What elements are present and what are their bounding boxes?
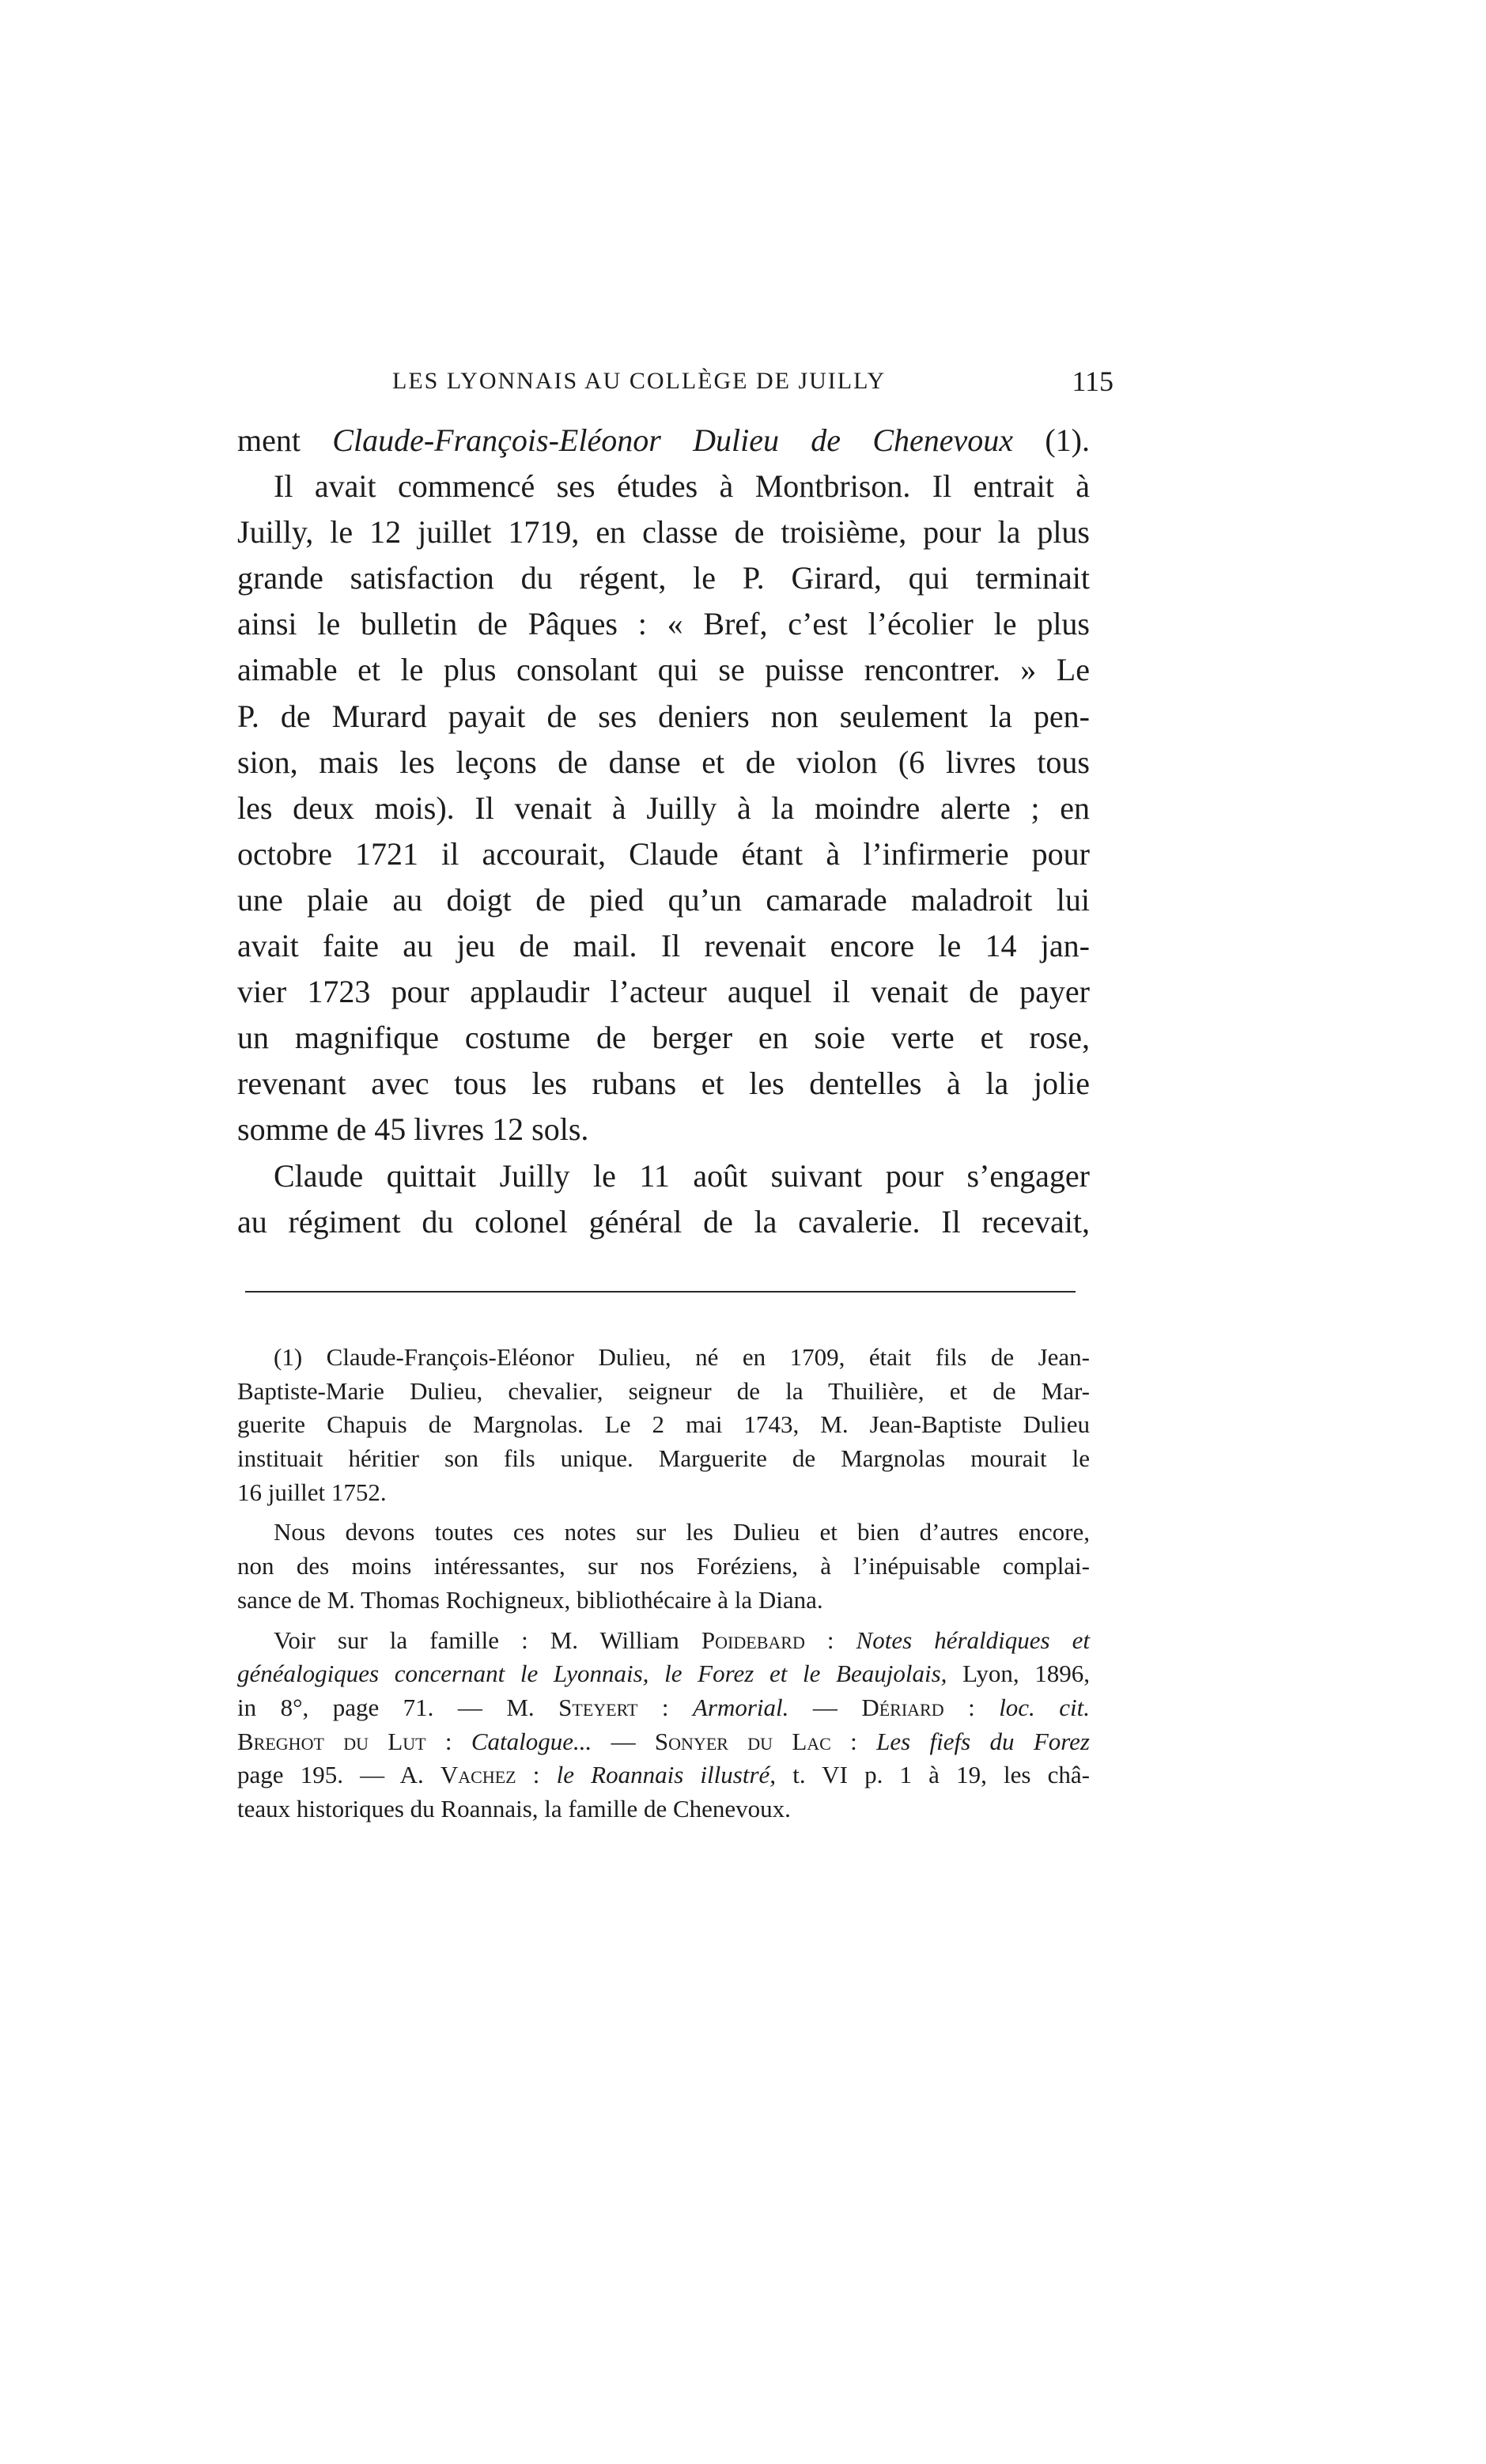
author-name: Dériard bbox=[861, 1693, 944, 1721]
footnote-line: (1) Claude-François-Eléonor Dulieu, né en 1709, était fils de Jean- bbox=[274, 1343, 1090, 1371]
text-line: Claude quittait Juilly le 11 août suivant pour s’engager bbox=[274, 1157, 1090, 1194]
text-line: revenant avec tous les rubans et les dentelles à la jolie bbox=[237, 1065, 1090, 1102]
text-line: un magnifique costume de berger en soie verte et rose, bbox=[237, 1020, 1090, 1056]
main-text bbox=[237, 418, 1090, 1245]
author-name: Poidebard bbox=[701, 1626, 805, 1654]
book-title: Les fiefs du Forez bbox=[876, 1727, 1090, 1755]
book-title: Catalogue... bbox=[471, 1727, 592, 1755]
author-name: Steyert bbox=[558, 1693, 638, 1721]
running-title: LES LYONNAIS AU COLLÈGE DE JUILLY bbox=[392, 368, 887, 394]
text-line: avait faite au jeu de mail. Il revenait encore le 14 jan- bbox=[237, 928, 1090, 964]
footnote-line: Baptiste-Marie Dulieu, chevalier, seigneur de la Thuilière, et de Mar- bbox=[237, 1376, 1090, 1405]
footnotes bbox=[237, 1341, 1090, 1826]
text-line: ainsi le bulletin de Pâques : « Bref, c’est l’écolier le plus bbox=[237, 606, 1090, 642]
footnote-line: teaux historiques du Roannais, la famille de Chenevoux. bbox=[237, 1794, 791, 1822]
footnote-line: in 8°, page 71. — M. Steyert : Armorial. — Dériard : loc. cit. bbox=[237, 1693, 1091, 1721]
footnote-line: généalogiques concernant le Lyonnais, le Forez et le Beaujolais, Lyon, 1896, bbox=[237, 1660, 1090, 1688]
text-line: P. de Murard payait de ses deniers non seulement la pen- bbox=[237, 698, 1090, 734]
footnote-line: non des moins intéressantes, sur nos Foréziens, à l’inépuisable complai- bbox=[237, 1552, 1090, 1580]
text-line: aimable et le plus consolant qui se puisse rencontrer. » Le bbox=[237, 652, 1090, 688]
text-line: Il avait commencé ses études à Montbrison. Il entrait à bbox=[274, 468, 1090, 505]
text-line: une plaie au doigt de pied qu’un camarade maladroit lui bbox=[237, 881, 1090, 918]
footnote-line: guerite Chapuis de Margnolas. Le 2 mai 1743, M. Jean-Baptiste Dulieu bbox=[237, 1410, 1090, 1439]
footnote-line: Nous devons toutes ces notes sur les Dulieu et bien d’autres encore, bbox=[274, 1518, 1090, 1546]
person-name: Claude-François-Eléonor Dulieu de Chenevoux bbox=[332, 422, 1014, 458]
text-line: somme de 45 livres 12 sols. bbox=[237, 1111, 589, 1148]
text-line: ment Claude-François-Eléonor Dulieu de Chenevoux (1). bbox=[237, 422, 1090, 458]
footnote-line: Voir sur la famille : M. William Poidebard : Notes héraldiques et bbox=[274, 1626, 1090, 1654]
text-line: grande satisfaction du régent, le P. Girard, qui terminait bbox=[237, 560, 1090, 596]
footnote-line: page 195. — A. Vachez : le Roannais illustré, t. VI p. 1 à 19, les châ- bbox=[237, 1761, 1090, 1789]
author-name: Vachez bbox=[440, 1761, 516, 1789]
footnote-line: 16 juillet 1752. bbox=[237, 1478, 387, 1506]
footnote-divider bbox=[245, 1291, 1076, 1293]
text-line: octobre 1721 il accourait, Claude étant à l’infirmerie pour bbox=[237, 835, 1090, 872]
book-title: Armorial. bbox=[692, 1693, 789, 1721]
page-number: 115 bbox=[1072, 365, 1114, 397]
book-title: Notes héraldiques et bbox=[856, 1626, 1090, 1654]
footnote-line: Breghot du Lut : Catalogue... — Sonyer du Lac : Les fiefs du Forez bbox=[237, 1727, 1090, 1755]
book-title: le Roannais illustré, bbox=[556, 1761, 777, 1789]
text-line: sion, mais les leçons de danse et de violon (6 livres tous bbox=[237, 744, 1090, 780]
text-line: les deux mois). Il venait à Juilly à la moindre alerte ; en bbox=[237, 789, 1090, 826]
text-line: Juilly, le 12 juillet 1719, en classe de troisième, pour la plus bbox=[237, 514, 1090, 551]
book-title: généalogiques concernant le Lyonnais, le Forez et le Beaujolais, bbox=[237, 1660, 947, 1688]
author-name: Breghot du Lut bbox=[237, 1727, 426, 1755]
footnote-line: instituait héritier son fils unique. Marguerite de Margnolas mourait le bbox=[237, 1444, 1090, 1473]
footnote-line: sance de M. Thomas Rochigneux, bibliothécaire à la Diana. bbox=[237, 1585, 823, 1614]
text-line: au régiment du colonel général de la cavalerie. Il recevait, bbox=[237, 1203, 1090, 1240]
author-name: Sonyer du Lac bbox=[654, 1727, 831, 1755]
book-title: loc. cit. bbox=[999, 1693, 1091, 1721]
text-line: vier 1723 pour applaudir l’acteur auquel il venait de payer bbox=[237, 974, 1090, 1010]
running-header bbox=[392, 358, 1114, 405]
